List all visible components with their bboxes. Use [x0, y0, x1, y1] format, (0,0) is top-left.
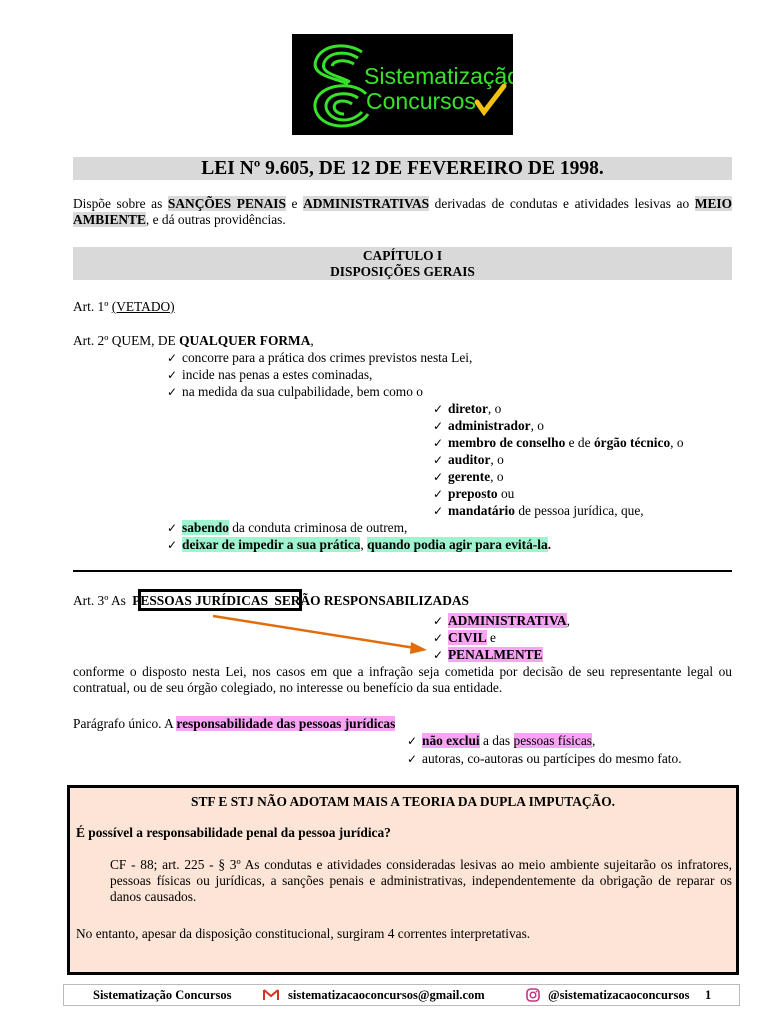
check-icon: ✓ [433, 614, 444, 628]
highlight-nao-exclui: não exclui [422, 733, 480, 748]
art3-item-text: e [486, 630, 496, 645]
section-divider [73, 570, 732, 572]
check-icon: ✓ [433, 419, 444, 433]
sub-gerente: gerente [448, 469, 491, 484]
sub-text: de pessoa jurídica, que, [514, 503, 644, 518]
art1 [73, 299, 175, 315]
check-icon: ✓ [433, 402, 444, 416]
highlight-responsabilidade: responsabilidade das pessoas jurídicas [176, 716, 396, 731]
chapter-title: DISPOSIÇÕES GERAIS [330, 264, 475, 279]
art2-item [167, 537, 551, 553]
stf-question: É possível a responsabilidade penal da pessoa jurídica? [76, 825, 391, 840]
art3-item [433, 647, 543, 663]
art2-sub-item [433, 452, 504, 468]
art2-item-text: concorre para a prática dos crimes previstos nesta Lei, [182, 350, 473, 365]
page-number: 1 [705, 988, 712, 1002]
sub-text: , o [530, 418, 544, 433]
art2-item [167, 384, 423, 400]
sub-orgao: órgão técnico [593, 435, 671, 450]
art3-item [433, 613, 570, 629]
art2-sub-item [433, 401, 501, 417]
highlight-pessoas-fisicas: pessoas físicas [513, 733, 592, 748]
logo-emblem-icon [292, 34, 513, 135]
art2-item-text: incide nas penas a estes cominadas, [182, 367, 373, 382]
highlight-deixar: deixar de impedir a sua prática [182, 537, 361, 552]
art1-vetado: (VETADO) [111, 299, 175, 314]
stf-cf-quote: CF - 88; art. 225 - § 3º As condutas e atividades consideradas lesivas ao meio ambiente sujeitarão os infratores, pessoas físicas ou jurídicas, a sanções penais e administrativas, independentemente da obrigação de reparar os danos causados. [110, 857, 732, 904]
footer-brand: Sistematização Concursos [93, 988, 232, 1002]
art2-item [167, 350, 472, 366]
footer [63, 984, 740, 1006]
sub-mandatario: mandatário [448, 503, 515, 518]
footer-email[interactable]: sistematizacaoconcursos@gmail.com [288, 988, 485, 1002]
art2-item [167, 367, 372, 383]
art2-prefix: Art. 2º QUEM, DE [73, 333, 180, 348]
paragrafo-text: autoras, co-autoras ou partícipes do mesmo fato. [422, 751, 682, 766]
art2-sub-item [433, 435, 684, 451]
paragrafo-prefix: Parágrafo único. A [73, 716, 177, 731]
footer-instagram[interactable]: @sistematizacaoconcursos [548, 988, 690, 1002]
sub-membro: membro de conselho [448, 435, 566, 450]
ementa-text: , e dá outras providências. [145, 212, 286, 227]
paragrafo-text: a das [479, 733, 514, 748]
stf-note-box [67, 785, 739, 975]
sub-text: , o [490, 452, 504, 467]
art2-heading [73, 333, 314, 349]
logo-check-icon [477, 86, 504, 112]
check-icon: ✓ [407, 734, 418, 748]
sub-preposto: preposto [448, 486, 498, 501]
sub-text: , o [490, 469, 504, 484]
art2-sub-item [433, 469, 504, 485]
sub-text: e de [565, 435, 594, 450]
ementa-text: Dispõe sobre as [73, 196, 168, 211]
highlight-penalmente: PENALMENTE [448, 647, 543, 662]
sub-diretor: diretor [448, 401, 488, 416]
art2-sub-item [433, 418, 544, 434]
sub-text: , o [670, 435, 684, 450]
ementa-text: derivadas de condutas e atividades lesivas ao [429, 196, 695, 211]
highlight-sabendo: sabendo [182, 520, 229, 535]
ementa-highlight-sancoes: SANÇÕES PENAIS [167, 196, 286, 211]
logo-line1: Sistematização [364, 63, 513, 89]
art2-item-text: na medida da sua culpabilidade, bem como o [182, 384, 423, 399]
ementa-highlight-administrativas: ADMINISTRATIVAS [303, 196, 430, 211]
ementa-highlight-meio-ambiente: MEIO AMBIENTE [73, 196, 733, 227]
instagram-icon [526, 988, 540, 1002]
check-icon: ✓ [407, 752, 418, 766]
art2-bold: QUALQUER FORMA [179, 333, 311, 348]
check-icon: ✓ [167, 351, 178, 365]
arrow-icon [205, 608, 435, 658]
ementa [73, 196, 732, 228]
law-title: LEI Nº 9.605, DE 12 DE FEVEREIRO DE 1998. [73, 157, 732, 180]
art3-item-text: , [566, 613, 570, 628]
logo [292, 34, 513, 135]
paragrafo-unico [73, 716, 395, 732]
check-icon: ✓ [433, 648, 444, 662]
art3-item [433, 630, 496, 646]
check-icon: ✓ [433, 487, 444, 501]
sub-administrador: administrador [448, 418, 531, 433]
check-icon: ✓ [433, 436, 444, 450]
check-icon: ✓ [433, 470, 444, 484]
chapter-heading [73, 247, 732, 280]
sub-text: , o [487, 401, 502, 416]
art3-conforme: conforme o disposto nesta Lei, nos casos em que a infração seja cometida por decisão de seu representante legal ou contratual, ou de seu órgão colegiado, no interesse ou benefício da sua entidade. [73, 664, 732, 695]
paragrafo-text: , [591, 733, 596, 748]
logo-line2: Concursos [366, 88, 476, 114]
sub-text: ou [497, 486, 515, 501]
check-icon: ✓ [433, 631, 444, 645]
stf-heading: STF E STJ NÃO ADOTAM MAIS A TEORIA DA DUPLA IMPUTAÇÃO. [191, 794, 615, 809]
paragrafo-item [407, 733, 595, 749]
check-icon: ✓ [167, 385, 178, 399]
gmail-icon [263, 989, 279, 1001]
art3-prefix: Art. 3º As [73, 593, 130, 608]
art2-item [167, 520, 407, 536]
art2-suffix: , [310, 333, 314, 348]
art3-pj: PESSOAS JURÍDICAS [132, 593, 269, 608]
paragrafo-item [407, 751, 682, 767]
ementa-text: e [285, 196, 304, 211]
check-icon: ✓ [433, 453, 444, 467]
art2-item-text: , [360, 537, 368, 552]
stf-entanto: No entanto, apesar da disposição constitucional, surgiram 4 correntes interpretativas. [76, 926, 531, 941]
check-icon: ✓ [167, 538, 178, 552]
highlight-administrativa: ADMINISTRATIVA [448, 613, 567, 628]
art3-suffix: SERÃO RESPONSABILIZADAS [271, 593, 469, 608]
art2-item-text: . [547, 537, 552, 552]
highlight-civil: CIVIL [448, 630, 487, 645]
highlight-quando: quando podia agir para evitá-la [367, 537, 548, 552]
chapter-number: CAPÍTULO I [362, 248, 443, 263]
check-icon: ✓ [433, 504, 444, 518]
art2-item-text: da conduta criminosa de outrem, [228, 520, 408, 535]
art1-prefix: Art. 1º [73, 299, 112, 314]
check-icon: ✓ [167, 368, 178, 382]
check-icon: ✓ [167, 521, 178, 535]
sub-auditor: auditor [448, 452, 491, 467]
art2-sub-item [433, 503, 644, 519]
art2-sub-item [433, 486, 514, 502]
art3-heading [73, 593, 469, 609]
